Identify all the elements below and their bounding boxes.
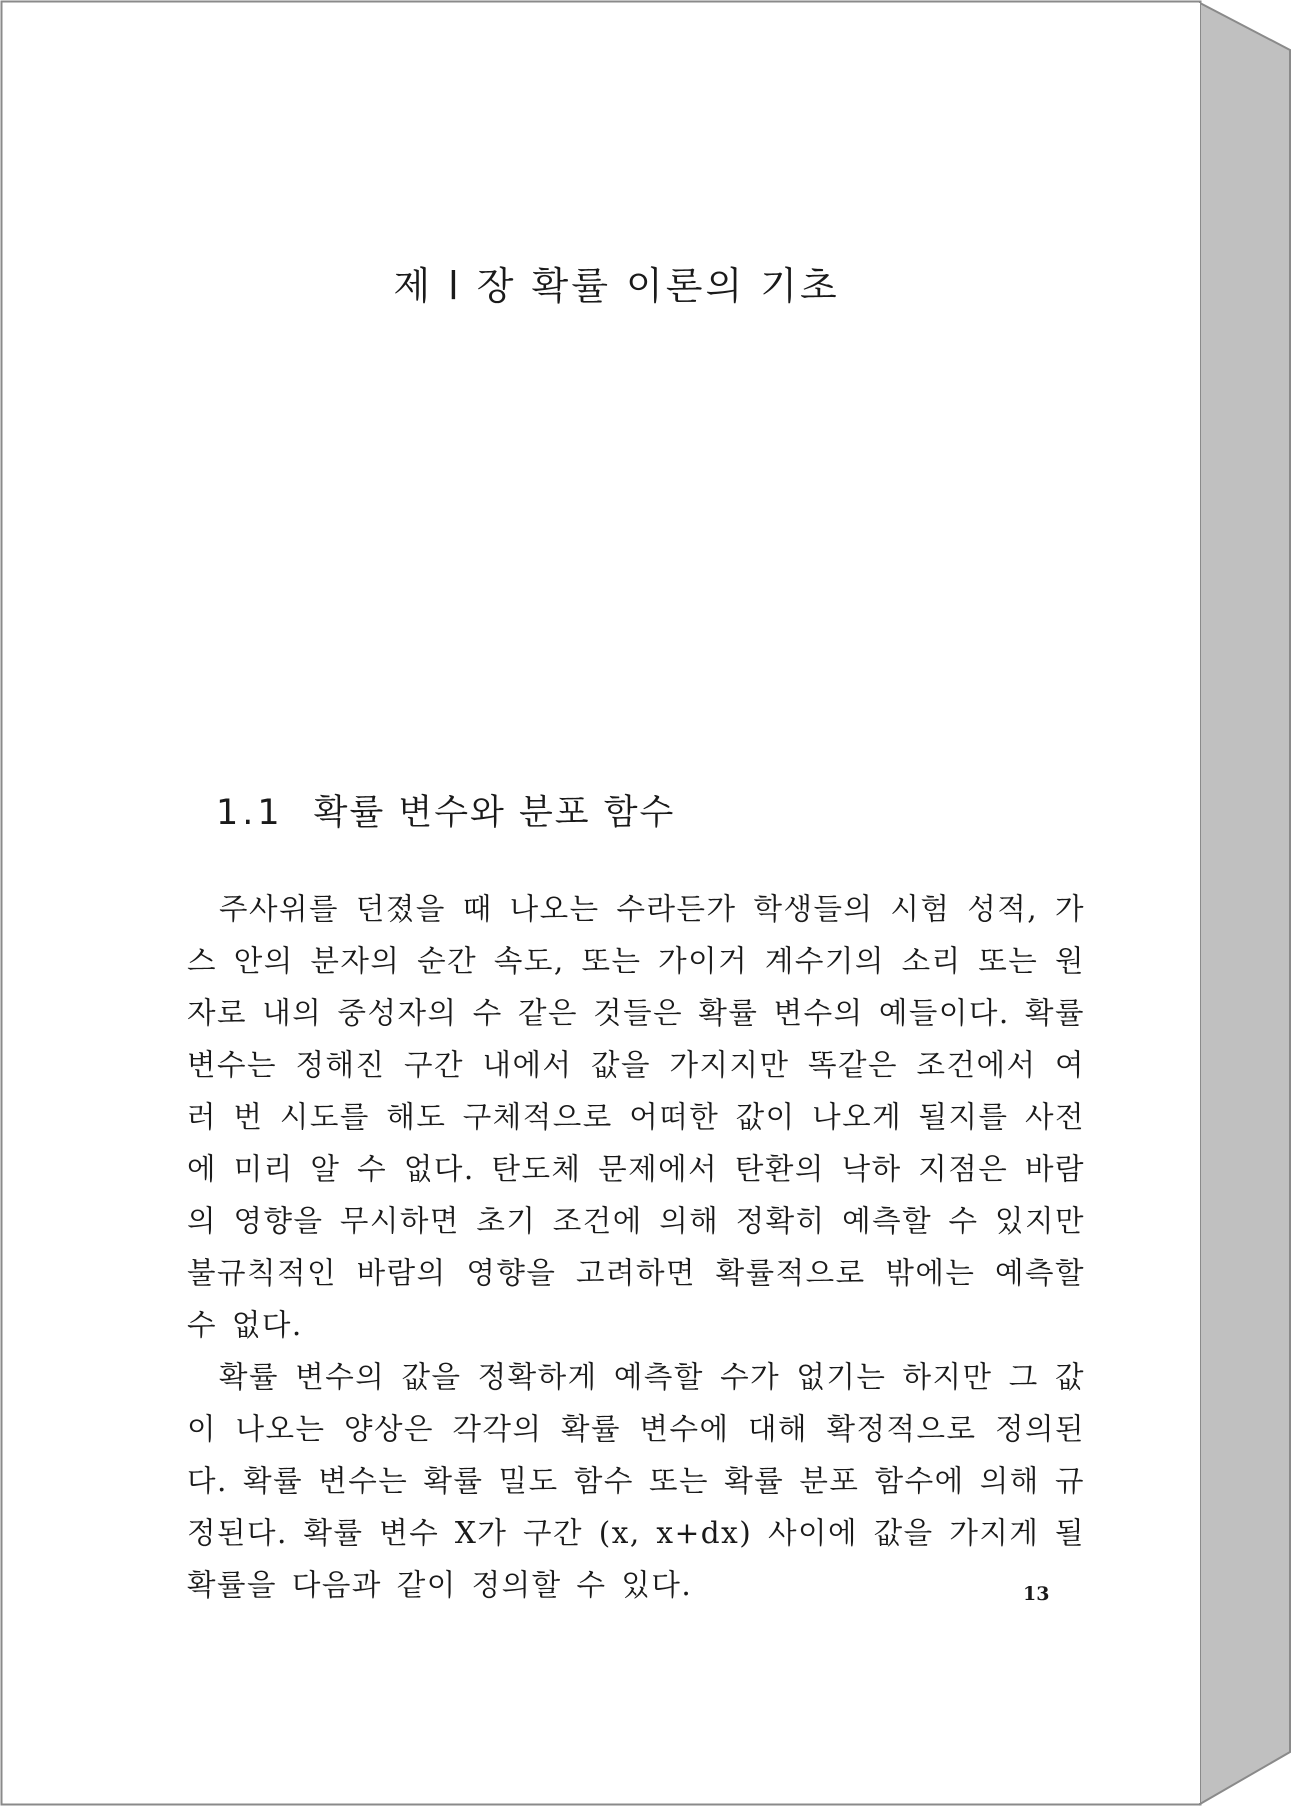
book-page xyxy=(3,3,1200,1803)
section-number: 1.1 xyxy=(216,793,284,833)
section-heading xyxy=(216,785,675,835)
page-number: 13 xyxy=(1023,1583,1050,1605)
chapter-title: 제 l 장 확률 이론의 기초 xyxy=(393,264,840,308)
paragraph: 주사위를 던졌을 때 나오는 수라든가 학생들의 시험 성적, 가스 안의 분자의 순간 속도, 또는 가이거 계수기의 소리 또는 원자로 내의 중성자의 수 같은 것들은 확률 변수의 예들이다. 확률 변수는 정해진 구간 내에서 값을 가지지만 똑같은 조건에서 여러 번 시도를 해도 구체적으로 어떠한 값이 나오게 될지를 사전에 미리 알 수 없다. 탄도체 문제에서 탄환의 낙하 지점은 바람의 영향을 무시하면 초기 조건에 의해 정확히 예측할 수 있지만 불규칙적인 바람의 영향을 고려하면 확률적으로 밖에는 예측할 수 없다. xyxy=(187,892,1085,1342)
body-text xyxy=(187,883,1085,1611)
section-title: 확률 변수와 분포 함수 xyxy=(313,793,676,833)
paragraph: 확률 변수의 값을 정확하게 예측할 수가 없기는 하지만 그 값이 나오는 양상은 각각의 확률 변수에 대해 확정적으로 정의된다. 확률 변수는 확률 밀도 함수 또는 확률 분포 함수에 의해 규정된다. 확률 변수 X가 구간 (x, x+dx) 사이에 값을 가지게 될 확률을 다음과 같이 정의할 수 있다. xyxy=(187,1360,1085,1602)
